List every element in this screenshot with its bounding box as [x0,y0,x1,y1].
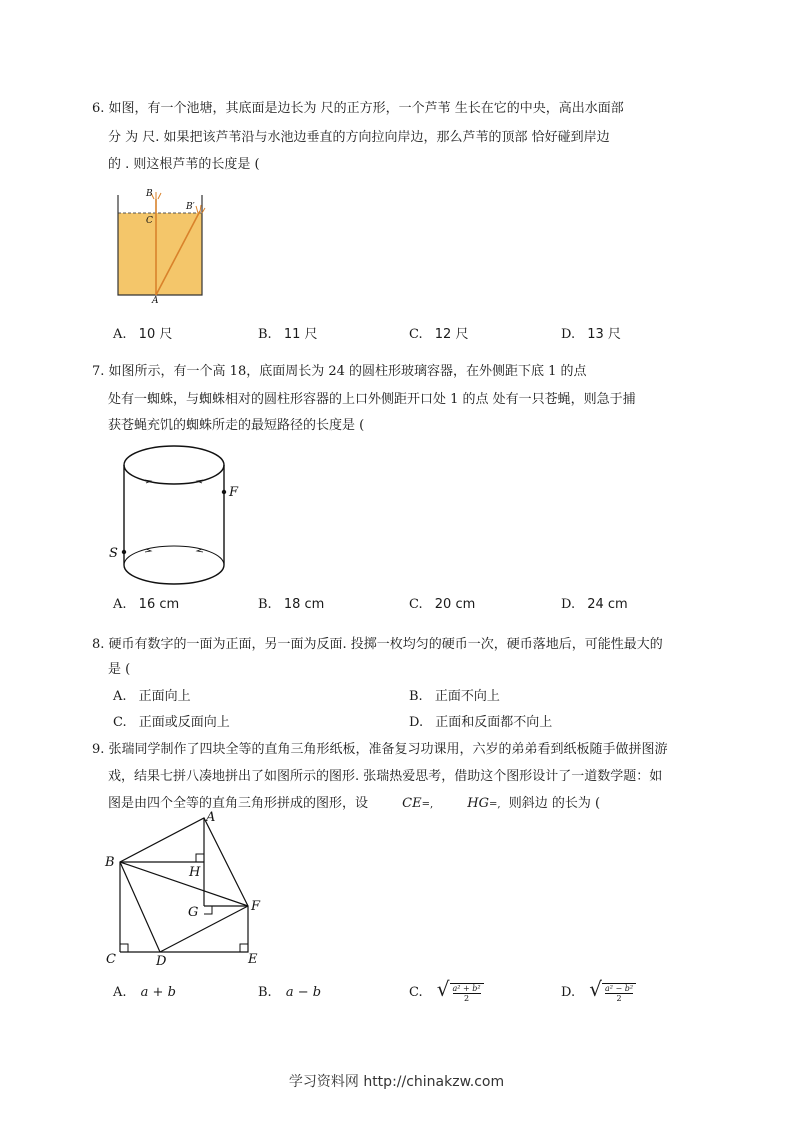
q9-line-3 [108,792,600,811]
label-A: A [206,810,216,825]
q7-option-c[interactable] [409,597,475,612]
q7-option-b[interactable] [258,597,324,612]
q6-option-c[interactable] [409,323,468,342]
q7-option-d[interactable] [561,597,628,612]
triangles-figure [102,812,272,967]
pond-water [118,213,202,295]
option-letter: A. [113,327,127,342]
reed-tip-moved-icon [196,205,205,213]
option-letter: D. [561,597,576,612]
q9-line-3-text: 图是由四个全等的直角三角形拼成的图形，设 [108,796,369,811]
right-angle-E [240,944,248,952]
option-letter: D. [409,715,424,730]
label-C: C [146,216,153,226]
cylinder-bottom-back [124,546,224,565]
option-value: 正面向上 [138,689,191,704]
label-A: A [152,296,159,306]
var-CE: CE [402,796,422,811]
option-letter: C. [409,327,423,342]
option-letter: A. [113,689,127,704]
q7-line-2: 处有一蜘蛛，与蜘蛛相对的圆柱形容器的上口外侧距开口处 1 的点 处有一只苍蝇，则急于捕 [108,392,636,407]
q8-line-1: 8. 硬币有数字的一面为正面，另一面为反面. 投掷一枚均匀的硬币一次，硬币落地后，可能性最大的 [92,637,663,652]
q9-line-3-tail: 则斜边 的长为 ( [508,796,601,811]
q8-option-c[interactable] [113,711,230,730]
right-angle-C [120,944,128,952]
q6-line-1: 6. 如图，有一个池塘，其底面是边长为 尺的正方形，一个芦苇 生长在它的中央，高出水面部 [92,101,624,116]
right-angle-H [196,854,204,862]
q9-option-d[interactable] [561,979,636,1003]
option-value: 16 cm [138,597,180,612]
q7-line-1: 7. 如图所示，有一个高 18，底面周长为 24 的圆柱形玻璃容器，在外侧距下底 1 的点 [92,364,587,379]
option-letter: C. [409,985,423,1000]
cylinder-bottom-front [124,565,224,584]
segment-DF [160,906,248,952]
pond-figure [112,185,212,305]
option-value: 18 cm [283,597,325,612]
label-F: F [251,899,261,914]
sqrt-expression [437,979,484,1003]
option-letter: B. [409,689,423,704]
q6-option-b[interactable] [258,323,318,342]
label-S: S [109,546,118,561]
option-value: 12 尺 [434,327,469,342]
sqrt-sign-icon: √ [436,977,450,1001]
label-G: G [188,905,199,920]
option-letter: C. [113,715,127,730]
q9-option-c[interactable] [409,979,484,1003]
option-value: a + b [140,985,176,1000]
fraction-denominator: 2 [464,994,470,1003]
option-letter: B. [258,327,272,342]
option-value: 正面不向上 [434,689,500,704]
q8-option-a[interactable] [113,685,191,704]
label-C: C [106,952,116,967]
fraction-numerator: a² + b² [452,984,481,993]
eq-mark: =, [421,799,434,810]
eq-mark: =, [489,799,501,810]
q8-option-d[interactable] [409,711,552,730]
q9-option-b[interactable] [258,985,321,1000]
cylinder-top [124,446,224,484]
option-letter: B. [258,597,272,612]
option-letter: D. [561,327,576,342]
label-B: B [146,189,153,199]
q6-line-2: 分 为 尺. 如果把该芦苇沿与水池边垂直的方向拉向岸边，那么芦苇的顶部 恰好碰到岸边 [108,130,610,145]
label-D: D [156,954,167,969]
sqrt-expression [589,979,636,1003]
q6-option-a[interactable] [113,323,172,342]
label-E: E [248,952,258,967]
label-H: H [189,865,201,880]
sqrt-sign-icon: √ [589,977,602,1001]
option-value: a − b [285,985,322,1000]
q7-option-a[interactable] [113,597,179,612]
option-value: 20 cm [434,597,476,612]
outer-outline [120,818,248,952]
label-B-prime: B′ [186,202,195,212]
fraction-numerator: a² − b² [604,984,634,993]
q8-line-2: 是 ( [108,662,131,677]
label-F: F [229,485,239,500]
q6-line-3: 的 . 则这根芦苇的长度是 ( [108,157,260,172]
option-letter: C. [409,597,423,612]
q9-line-2: 戏，结果七拼八凑地拼出了如图所示的图形. 张瑞热爱思考，借助这个图形设计了一道数学题：如 [108,769,663,784]
option-value: 正面或反面向上 [138,715,230,730]
var-HG: HG [467,796,490,811]
option-letter: D. [561,985,576,1000]
point-F [222,490,226,494]
q6-option-d[interactable] [561,323,621,342]
q8-option-b[interactable] [409,685,500,704]
fraction-denominator: 2 [616,994,622,1003]
label-B: B [105,855,115,870]
q9-line-1: 9. 张瑞同学制作了四块全等的直角三角形纸板，准备复习功课用，六岁的弟弟看到纸板随手做拼图游 [92,742,668,757]
q7-line-3: 获苍蝇充饥的蜘蛛所走的最短路径的长度是 ( [108,418,365,433]
option-value: 11 尺 [283,327,318,342]
option-letter: B. [258,985,272,1000]
option-value: 24 cm [587,597,628,612]
option-value: 正面和反面都不向上 [435,715,553,730]
segment-BD [120,862,160,952]
page-footer: 学习资料网 http://chinakzw.com [288,1074,505,1090]
option-value: 10 尺 [138,327,173,342]
q9-option-a[interactable] [113,985,176,1000]
option-letter: A. [113,985,127,1000]
point-S [122,550,126,554]
option-value: 13 尺 [587,327,621,342]
option-letter: A. [113,597,127,612]
right-angle-G [204,906,212,914]
cylinder-figure [105,440,245,590]
